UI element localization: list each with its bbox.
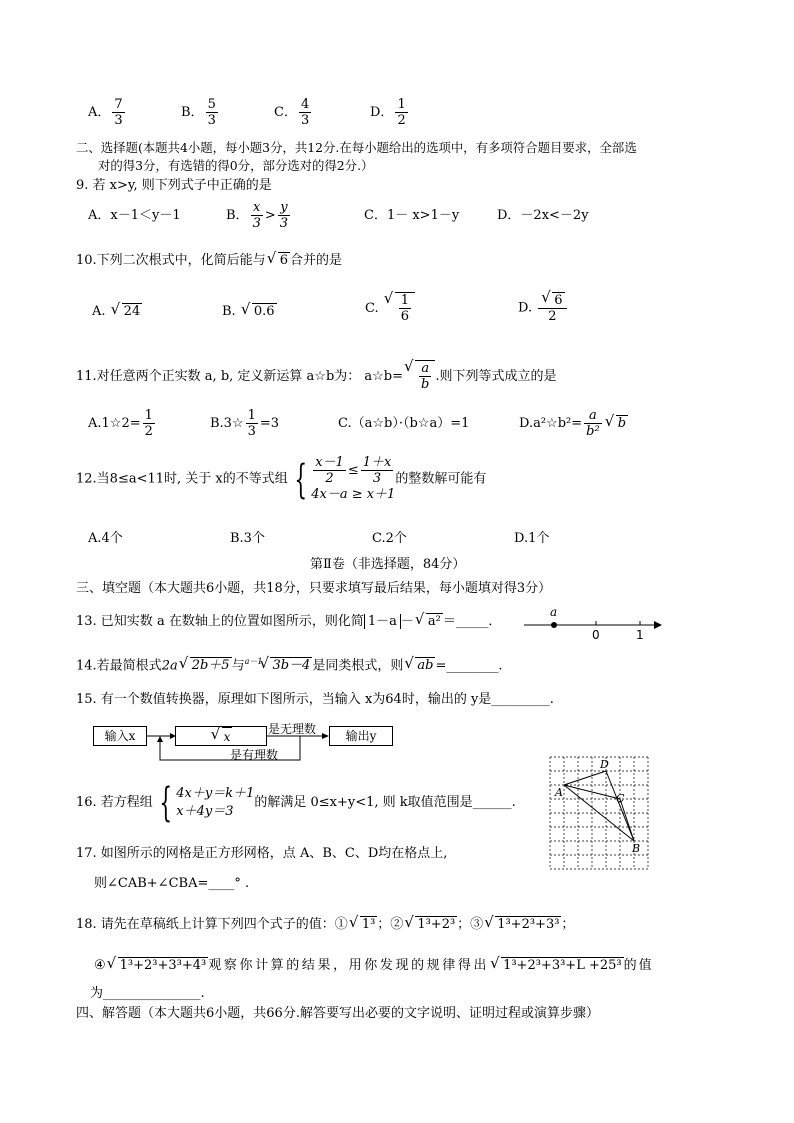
q15-output-box: 输出y [329,726,393,746]
q12-option-b: B.3个 [230,531,265,546]
section4-heading: 四、解答题（本大题共6小题，共66分.解答要写出必要的文字说明、证明过程或演算步骤） [76,1006,599,1021]
part2-title: 第Ⅱ卷（非选择题，84分） [310,557,466,572]
q17-line2: 则∠CAB+∠CBA=____° . [94,876,250,891]
q16-equation-system: 4x＋y＝k＋1 x＋4y＝3 [176,786,255,819]
q8-option-d: D． $\frac{1}{2}$ [370,97,406,128]
q9-option-d: D．－2x<－2y [497,208,589,223]
q8-option-b: B． $\frac{5}{3}$ [181,97,216,128]
q15-label-irrational: 是无理数 [268,722,317,736]
q9-option-c: C．1－ x>1－y [364,208,460,223]
q9-option-b: B． $\frac{x}{3}$ > $\frac{y}{3}$ [226,200,289,231]
q17-label-c: C [616,792,625,805]
q13-label-0: 0 [592,628,600,640]
q10-stem: 10.下列二次根式中，化简后能与√ 6 合并的是 [76,252,342,269]
q13-stem: 13. 已知实数 a 在数轴上的位置如图所示，则化简 1－a －√ a² ＝_____． [76,613,501,630]
q15-label-rational: 是有理数 [230,748,279,762]
q12-brace: { [294,456,307,503]
q12-option-a: A.4个 [88,531,123,546]
q18-line1: 18. 请先在草稿纸上计算下列四个式子的值：①√ 1³ ；②√ 1³+2³ ；③√ 1³+2³+3³ ； [76,916,574,933]
q13-point-a [551,622,557,628]
q12-stem: 12.当8≤a<11时, 关于 x的不等式组 { $\frac{x-1}{2}$ ≤ $\frac{1+x}{3}$ 4x－a ≥ x＋1 的整数解可能有 [76,455,487,503]
q18-line2: ④√ 1³+2³+3³+4³ 观察你计算的结果，用你发现的规律得出√ 1³+2³+3³+L +25³ 的值 [94,957,654,974]
q11-option-a: A.1☆2= $\frac{1}{2}$ [88,408,153,439]
q14-stem: 14.若最简根式2a√ 2b＋5 与$^{a-1}$√ 3b－4 是同类根式，则√ ab =________. [76,654,502,674]
q8-options [88,97,410,128]
q11-option-b: B.3☆ $\frac{1}{3}$ =3 [210,408,280,439]
q18-line3: 为_______________. [90,986,205,1001]
q9-option-a: A．x－1＜y－1 [88,208,181,223]
q11-stem: 11.对任意两个正实数 a, b, 定义新运算 a☆b为： a☆b= √ $\frac{a}{b}$ .则下列等式成立的是 [76,360,557,392]
q15-input-box: 输入x [93,726,147,746]
q16-stem: 16. 若方程组 { 4x＋y＝k＋1 x＋4y＝3 的解满足 0≤x+y<1, 则 k取值范围是______. [76,780,516,826]
q13-label-1: 1 [636,628,644,640]
q13-label-a: a [550,605,558,619]
section2-heading-cont: 对的得3分，有选错的得0分，部分选对的得2分.） [98,158,374,173]
q11-option-d: D.a²☆b²= $\frac{a}{\text{b²}}$ √ b [519,408,628,439]
section2-heading: 二、选择题(本题共4小题，每小题3分，共12分.在每小题给出的选项中，有多项符合题目要求，全部选 [76,140,637,155]
section3-heading: 三、填空题（本大题共6小题，共18分，只要求填写最后结果，每小题填对得3分） [76,581,552,596]
q8-option-a: A． $\frac{7}{3}$ [88,97,123,128]
q17-line1: 17. 如图所示的网格是正方形网格，点 A、B、C、D均在格点上, [76,846,448,861]
q15-sqrt-box: √ x [175,726,267,746]
q17-label-b: B [632,842,641,855]
q12-inequality-system: $\frac{x-1}{2}$ ≤ $\frac{1+x}{3}$ 4x－a ≥ x＋1 [311,455,396,502]
q11-option-c: C.（a☆b）·（b☆a）=1 [338,416,470,431]
q9-stem: 9. 若 x>y, 则下列式子中正确的是 [76,178,272,193]
q10-option-a: A. √ 24 [92,303,142,320]
q17-label-d: D [600,758,609,771]
q10-option-c: C. √ $\frac{1}{6}$ [365,292,415,324]
q8-option-c: C． $\frac{4}{3}$ [274,97,310,128]
q12-option-c: C.2个 [372,531,407,546]
q10-option-b: B. √ 0.6 [222,303,277,320]
q17-label-a: A [555,786,563,799]
q15-stem: 15. 有一个数值转换器，原理如下图所示，当输入 x为64时，输出的 y是_________. [76,692,554,707]
q13-number-line [520,604,665,640]
q12-option-d: D.1个 [514,531,550,546]
q17-grid-figure [548,754,652,872]
q10-option-d: D. √ $\frac{6}{2}$ [518,292,569,324]
